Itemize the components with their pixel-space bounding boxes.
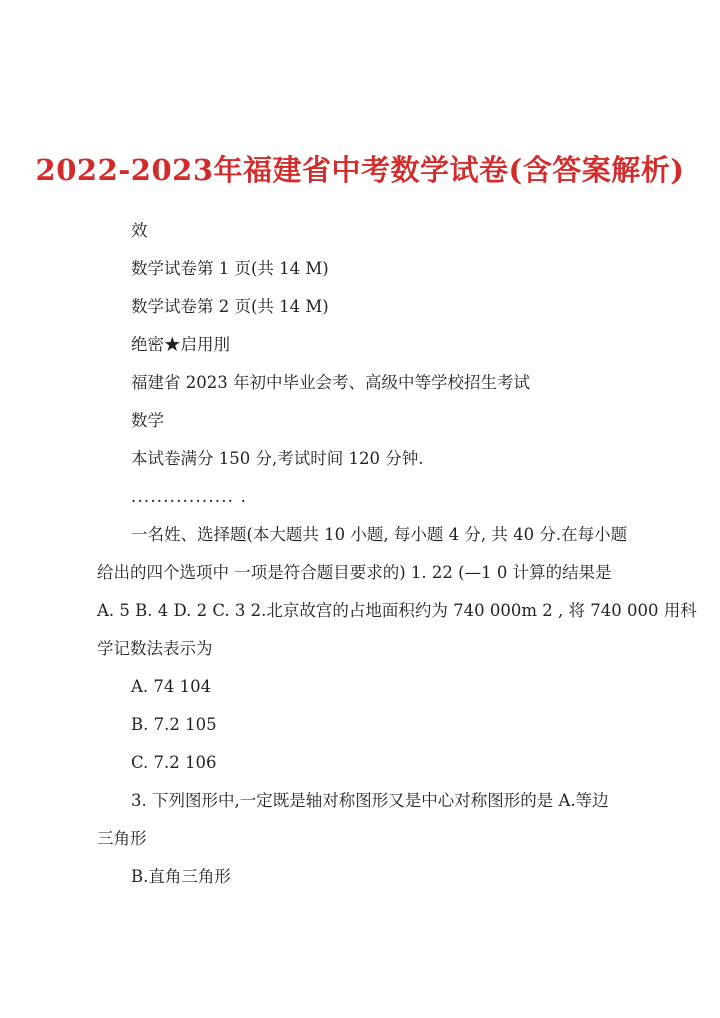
text-line: 学记数法表示为 [97, 639, 213, 658]
text-line: ................ . [131, 487, 248, 506]
option-line: B.直角三角形 [131, 867, 231, 886]
option-line: A. 74 104 [131, 677, 212, 696]
text-line: 给出的四个选项中 一项是符合题目要求的) 1. 22 (—1 0 计算的结果是 [97, 563, 612, 582]
text-line: 绝密★启用刖 [131, 335, 230, 354]
text-line: 三角形 [97, 829, 147, 848]
text-line: 本试卷满分 150 分,考试时间 120 分钟. [131, 449, 424, 468]
text-line: 福建省 2023 年初中毕业会考、高级中等学校招生考试 [131, 373, 530, 392]
document-title: 2022-2023年福建省中考数学试卷(含答案解析) [35, 153, 685, 187]
option-line: C. 7.2 106 [131, 753, 217, 772]
text-line: 数学试卷第 2 页(共 14 M) [131, 297, 329, 316]
text-line: 一名姓、选择题(本大题共 10 小题, 每小题 4 分, 共 40 分.在每小题 [131, 525, 628, 544]
text-line: 3. 下列图形中,一定既是轴对称图形又是中心对称图形的是 A.等边 [131, 791, 609, 810]
option-line: B. 7.2 105 [131, 715, 217, 734]
text-line: A. 5 B. 4 D. 2 C. 3 2.北京故宫的占地面积约为 740 000m 2 , 将 740 000 用科 [97, 601, 697, 620]
text-line: 数学 [131, 411, 164, 430]
text-line: 效 [131, 221, 148, 240]
text-line: 数学试卷第 1 页(共 14 M) [131, 259, 329, 278]
